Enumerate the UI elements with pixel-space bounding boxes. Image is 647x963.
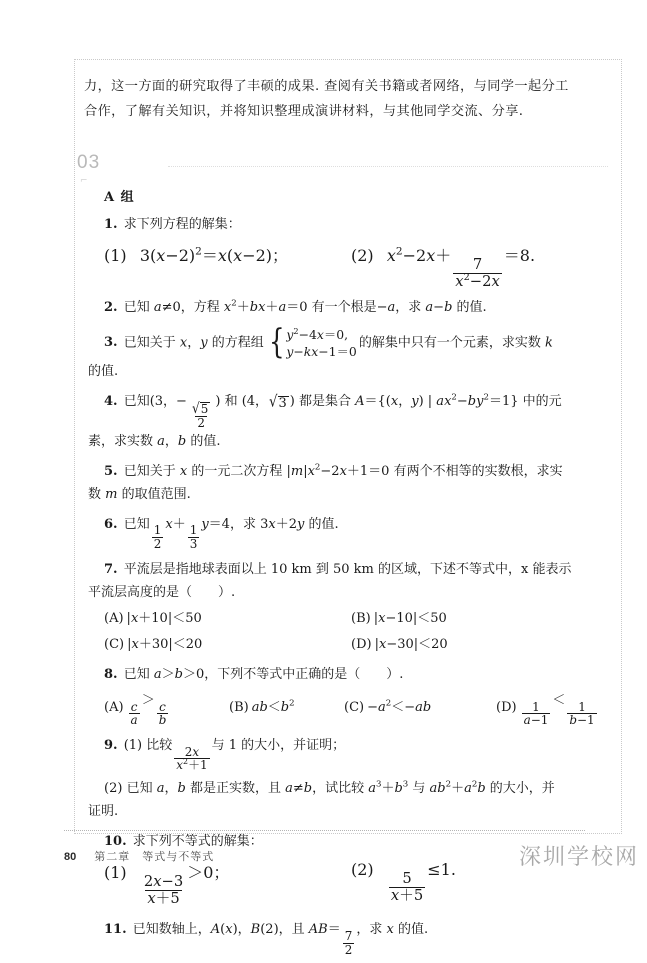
exercise-stem: 求下列方程的解集： [123, 217, 241, 232]
exercise-10-sub-1 [104, 860, 351, 907]
exercise-item-7 [88, 558, 609, 656]
sub-label: (1) [104, 862, 127, 882]
sub-expression: $\frac{5}{x+5}$ ≤1. [390, 859, 456, 904]
option-text: $-a^2<-ab$ [367, 698, 432, 716]
option-a[interactable] [104, 689, 229, 727]
fraction-numerator: 7 [344, 929, 353, 944]
exercise-number: 7. [104, 561, 118, 577]
exercise-1-subitems [104, 243, 609, 290]
exercise-item-1 [104, 213, 609, 236]
exercise-text: 已知 $\frac{1}{2}$ x＋ $\frac{1}{3}$ y＝4，求 3x＋2y 的值. [123, 516, 339, 552]
option-d[interactable] [496, 689, 599, 727]
exercise-number: 6. [104, 516, 118, 532]
exercise-8-options-row [104, 689, 609, 727]
exercise-text: 已知(3，− √ 5 2 ) 和 (4， √ 3 ) 都是集合 A＝{(x，y) | $ax^2-by^2=1$} 中的元 [123, 392, 562, 431]
exercise-9-sub-2 [88, 777, 609, 823]
sub-label: (2) [351, 246, 374, 265]
exercise-text: 比较 $\frac{2x}{x^2+1}$ 与 1 的大小，并证明； [146, 737, 346, 773]
sub-label: (2) [351, 859, 374, 879]
exercise-number: 1. [104, 217, 118, 232]
exercise-1-sub-1 [104, 243, 351, 266]
exercise-text: 已知 a＞b＞0，下列不等式中正确的是（ ）. [123, 666, 404, 682]
exercise-number: 4. [104, 393, 118, 409]
exercise-text-part-b: 的解集中只有一个元素，求实数 k [358, 335, 553, 350]
option-a[interactable] [104, 607, 351, 630]
option-d[interactable] [351, 633, 448, 656]
exercise-item-6 [104, 513, 609, 551]
intro-paragraph [84, 74, 614, 124]
compare-verb: 比较 [146, 737, 173, 753]
exercise-stem: 求下列不等式的解集： [132, 833, 263, 849]
exercise-number: 10. [104, 833, 127, 849]
option-text: |x＋30|＜20 [127, 636, 203, 652]
option-label: (D) [351, 636, 372, 652]
chapter-title: 第二章 等式与不等式 [94, 850, 215, 863]
option-label: (B) [229, 700, 249, 716]
exercise-number: 5. [104, 463, 118, 479]
exercise-item-4 [88, 390, 609, 453]
page-footer [64, 848, 214, 864]
option-label: (C) [104, 636, 125, 652]
exercise-text: 已知数轴上，A(x)，B(2)，且 AB＝ $\frac{7}{2}$ ，求 x 的值. [132, 922, 429, 957]
option-c[interactable] [344, 696, 496, 719]
exercise-text: 已知 a≠0，方程 $x^2+bx+a=0$ 有一个根是−a，求 a−b 的值. [123, 298, 487, 315]
system-equation-2: y−kx−1＝0 [286, 343, 357, 359]
sub-expression: $3(x-2)^2=x(x-2)$； [139, 245, 289, 265]
compare-tail: 与 1 的大小，并证明； [211, 737, 346, 753]
fraction-denominator: 2 [344, 942, 353, 957]
exercise-7-options-row-1 [104, 607, 609, 630]
option-text: |x＋10|＜50 [126, 610, 202, 626]
option-label: (D) [496, 700, 517, 716]
option-label: (A) [104, 610, 124, 626]
exercise-item-8 [104, 663, 609, 727]
option-text: |x−10|＜50 [373, 610, 447, 626]
option-label: (A) [104, 700, 124, 716]
section-tick-mark: ⌐ [80, 176, 88, 186]
option-b[interactable] [229, 696, 344, 719]
sub-label: (1) [123, 737, 143, 753]
exercise-text: 已知关于 x 的一元二次方程 $|m|x^2-2x+1=0$ 有两个不相等的实数根，求实 [123, 462, 563, 479]
exercise-7-continuation: 平流层高度的是（ ）. [88, 584, 236, 600]
option-text: $ab<b^2$ [251, 698, 295, 716]
exercise-3-continuation: 的值. [88, 363, 119, 379]
exercise-text-part-a: 已知关于 x，y 的方程组 [123, 335, 264, 350]
exercise-number: 3. [104, 335, 118, 350]
exercise-7-options-row-2 [104, 633, 609, 656]
option-c[interactable] [104, 633, 351, 656]
exercise-1-sub-2 [351, 243, 601, 290]
option-label: (B) [351, 610, 371, 626]
exercise-number: 2. [104, 299, 118, 315]
exercise-9-continuation: 证明. [88, 803, 119, 819]
site-watermark: 深圳学校网 [518, 845, 639, 870]
exercise-number: 9. [104, 737, 118, 753]
sub-text: 已知 a，b 都是正实数，且 a≠b，试比较 $a^3+b^3$ 与 $ab^2+a^2b$ 的大小，并 [126, 779, 555, 796]
sub-label: (2) [104, 780, 123, 796]
sub-label: (1) [104, 246, 127, 265]
option-text: $\frac{c}{a}$ ＞ $\frac{c}{b}$ [130, 692, 167, 728]
page-number: 80 [64, 851, 77, 863]
sub-expression: $x^2-2x+$ $\frac{7}{x^2-2x}$ ＝8. [386, 245, 536, 290]
exercise-4-continuation: 素，求实数 a，b 的值. [88, 433, 221, 449]
intro-line-2: 合作，了解有关知识，并将知识整理成演讲材料，与其他同学交流、分享. [84, 104, 524, 119]
exercise-number: 11. [104, 922, 127, 938]
option-label: (C) [344, 700, 365, 716]
option-text: $\frac{1}{a-1}$ ＜ $\frac{1}{b-1}$ [523, 692, 595, 728]
exercise-item-11 [104, 918, 609, 956]
exercise-text: 平流层是指地球表面以上 10 km 到 50 km 的区域，下述不等式中，x 能表示 [123, 561, 572, 577]
option-b[interactable] [351, 607, 447, 630]
footer-divider [64, 830, 585, 831]
section-divider-rule [168, 166, 608, 168]
group-heading: A 组 [104, 190, 135, 205]
system-equation-1: $y^2-4x=0$, [286, 325, 349, 342]
option-text: |x−30|＜20 [374, 636, 448, 652]
exercise-item-9 [88, 734, 609, 823]
exercise-5-continuation: 数 m 的取值范围. [88, 486, 191, 502]
exercise-item-5 [88, 460, 609, 506]
intro-line-1: 力，这一方面的研究取得了丰硕的成果. 查阅有关书籍或者网络，与同学一起分工 [84, 79, 569, 94]
section-number-marker: 03 [77, 152, 101, 173]
equation-system: { $y^2-4x=0$, y−kx−1＝0 [268, 322, 357, 363]
exercise-item-2 [104, 296, 609, 319]
sub-expression: $\frac{2x-3}{x+5}$ ＞0； [143, 862, 230, 907]
exercise-item-3 [88, 322, 609, 383]
exercise-number: 8. [104, 666, 118, 682]
